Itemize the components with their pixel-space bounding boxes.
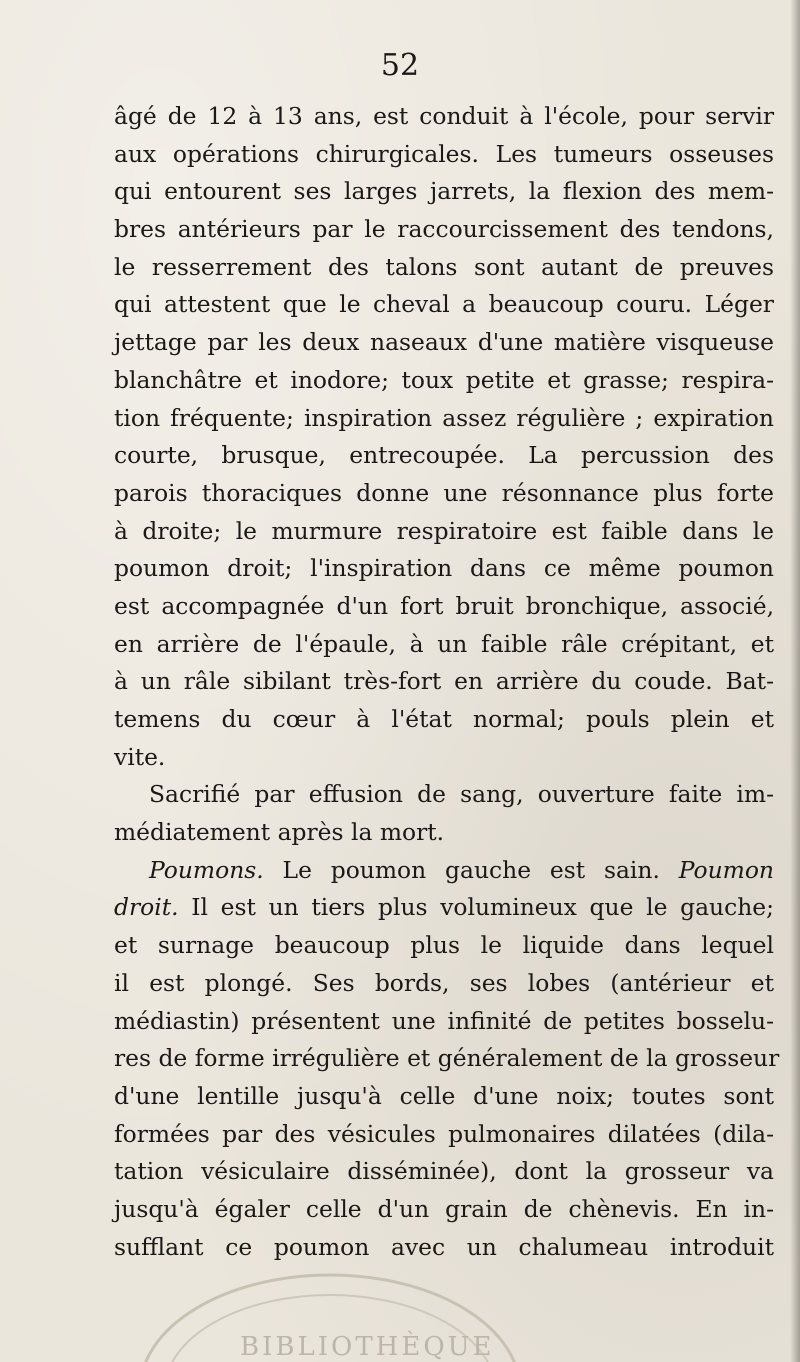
text-line: blanchâtre et inodore; toux petite et grasse; respira-	[114, 365, 774, 394]
text-line: poumon droit; l'inspiration dans ce même poumon	[114, 554, 774, 583]
italic-run: droit.	[114, 893, 179, 922]
text-line: tion fréquente; inspiration assez régulière ; expiration	[114, 403, 774, 432]
text-line: sufflant ce poumon avec un chalumeau introduit	[114, 1232, 774, 1261]
italic-run: Poumons.	[149, 855, 264, 884]
text-line: et surnage beaucoup plus le liquide dans lequel	[114, 931, 774, 960]
text-line: parois thoraciques donne une résonnance plus forte	[114, 478, 774, 507]
italic-run: Poumon	[678, 855, 774, 884]
text-line: le resserrement des talons sont autant de preuves	[114, 252, 774, 281]
text-line: âgé de 12 à 13 ans, est conduit à l'école, pour servir	[114, 102, 774, 130]
page-edge-shadow	[790, 0, 800, 1362]
text-line: tation vésiculaire disséminée), dont la grosseur va	[114, 1157, 774, 1186]
text-line: bres antérieurs par le raccourcissement des tendons,	[114, 215, 774, 244]
text-line: courte, brusque, entrecoupée. La percussion des	[114, 441, 774, 470]
text-line: d'une lentille jusqu'à celle d'une noix; toutes sont	[114, 1081, 774, 1110]
text-line: temens du cœur à l'état normal; pouls plein et	[114, 705, 774, 733]
library-stamp	[120, 1240, 540, 1362]
page-number: 52	[380, 48, 420, 83]
text-line: il est plongé. Ses bords, ses lobes (antérieur et	[114, 968, 774, 997]
text-line: est accompagnée d'un fort bruit bronchique, associé,	[114, 591, 774, 620]
text-line: aux opérations chirurgicales. Les tumeurs osseuses	[114, 139, 774, 168]
text-line: médiatement après la mort.	[114, 818, 445, 847]
text-line: jettage par les deux naseaux d'une matière visqueuse	[114, 328, 774, 357]
text-line: jusqu'à égaler celle d'un grain de chènevis. En in-	[114, 1194, 774, 1223]
body-text	[114, 98, 780, 1266]
text-line-italic-heading: Poumons. Le poumon gauche est sain. Poumon	[149, 855, 774, 884]
library-stamp-graphic	[120, 1240, 540, 1362]
stamp-text: BIBLIOTHÈQUE	[240, 1332, 495, 1362]
text-line-italic-start: droit. Il est un tiers plus volumineux que le gauche;	[114, 893, 774, 922]
text-line: Sacrifié par effusion de sang, ouverture faite im-	[149, 780, 774, 809]
text-line: qui entourent ses larges jarrets, la flexion des mem-	[114, 177, 774, 206]
text-line: formées par des vésicules pulmonaires dilatées (dila-	[114, 1119, 774, 1148]
text-line: à droite; le murmure respiratoire est faible dans le	[114, 516, 774, 545]
text-line: res de forme irrégulière et généralement de la grosseur	[114, 1044, 780, 1073]
text-line: médiastin) présentent une infinité de petites bosselu-	[114, 1006, 774, 1035]
text-line: en arrière de l'épaule, à un faible râle crépitant, et	[114, 629, 774, 658]
text-line: à un râle sibilant très-fort en arrière du coude. Bat-	[114, 667, 774, 696]
text-line: vite.	[114, 742, 166, 771]
text-line: qui attestent que le cheval a beaucoup couru. Léger	[114, 290, 774, 319]
